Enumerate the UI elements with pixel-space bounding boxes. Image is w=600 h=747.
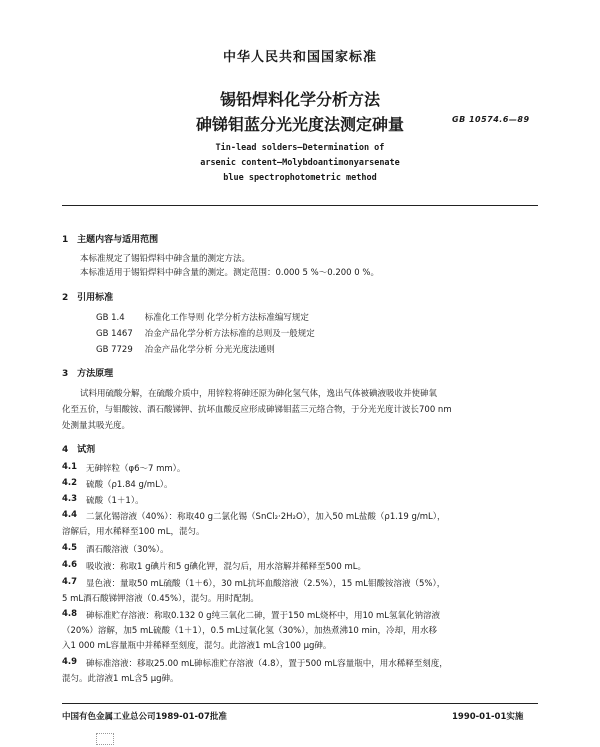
section-title: 试剂 xyxy=(77,445,96,455)
section-1-paragraph-1: 本标准规定了锡铅焊料中砷含量的测定方法。 xyxy=(80,254,251,264)
reagent-line-continued: 5 mL酒石酸锑钾溶液（0.45%），混匀。用时配制。 xyxy=(62,594,259,604)
reference-code: GB 1467 xyxy=(96,329,133,339)
title-line-2: 砷锑钼蓝分光光度法测定砷量 xyxy=(195,115,404,134)
section-number: 3 xyxy=(62,369,69,379)
item-number: 4.7 xyxy=(62,577,78,587)
top-divider xyxy=(62,205,538,206)
standard-number: GB 10574.6—89 xyxy=(452,115,530,124)
item-number: 4.2 xyxy=(62,478,78,488)
english-title-line-2: arsenic content—Molybdoantimonyarsenate xyxy=(200,158,400,168)
page-stamp-mark xyxy=(96,733,114,745)
reagent-line: 酒石酸溶液（30%）。 xyxy=(86,545,169,555)
reagent-line-continued: 混匀。此溶液1 mL含5 μg砷。 xyxy=(62,674,179,684)
reagent-line: 无砷锌粒（φ6～7 mm）。 xyxy=(86,464,186,474)
item-number: 4.8 xyxy=(62,609,78,619)
reference-item xyxy=(96,311,309,323)
reference-code: GB 7729 xyxy=(96,345,133,355)
reagent-line: 显色液：量取50 mL硫酸（1＋6），30 mL抗坏血酸溶液（2.5%），15 mL钼酸铵溶液（5%）， xyxy=(86,579,446,589)
approval-info: 中国有色金属工业总公司1989-01-07批准 xyxy=(62,712,227,722)
section-title: 方法原理 xyxy=(77,369,114,379)
section-title: 主题内容与适用范围 xyxy=(77,235,159,245)
reference-item xyxy=(96,327,315,339)
national-standard-heading: 中华人民共和国国家标准 xyxy=(222,50,377,65)
english-title-line-3: blue spectrophotometric method xyxy=(223,173,377,183)
item-number: 4.5 xyxy=(62,543,78,553)
section-3-line-1: 试料用硫酸分解，在硫酸介质中，用锌粒将砷还原为砷化氢气体，逸出气体被碘液吸收并使砷氧 xyxy=(80,389,438,399)
item-number: 4.6 xyxy=(62,560,78,570)
item-number: 4.9 xyxy=(62,657,78,667)
reagent-line: 二氯化锡溶液（40%）：称取40 g二氯化锡（SnCl₂·2H₂O），加入50 mL盐酸（ρ1.19 g/mL）， xyxy=(86,512,446,522)
reference-title: 冶金产品化学分析 分光光度法通则 xyxy=(144,345,275,355)
reagent-line: 硫酸（ρ1.84 g/mL）。 xyxy=(86,480,173,490)
reagent-line-continued: 溶解后，用水稀释至100 mL，混匀。 xyxy=(62,527,205,537)
section-1-paragraph-2: 本标准适用于锡铅焊料中砷含量的测定。测定范围：0.000 5 %～0.200 0 %。 xyxy=(80,268,379,278)
section-number: 1 xyxy=(62,235,69,245)
item-number: 4.3 xyxy=(62,494,78,504)
reference-title: 冶金产品化学分析方法标准的总则及一般规定 xyxy=(144,329,315,339)
reagent-line: 砷标准溶液：移取25.00 mL砷标准贮存溶液（4.8），置于500 mL容量瓶中，用水稀释至刻度， xyxy=(86,659,448,669)
implementation-date: 1990-01-01实施 xyxy=(452,712,524,722)
reagent-line: 吸收液：称取1 g碘片和5 g碘化钾，混匀后，用水溶解并稀释至500 mL。 xyxy=(86,562,366,572)
english-title-line-1: Tin-lead solders—Determination of xyxy=(215,143,385,153)
item-number: 4.1 xyxy=(62,462,78,472)
section-3-line-2: 化至五价，与钼酸铵、酒石酸锑钾、抗坏血酸反应形成砷锑钼蓝三元络合物，于分光光度计波长700 nm xyxy=(62,405,452,415)
section-4-heading xyxy=(62,442,95,455)
section-1-heading xyxy=(62,232,158,245)
reference-item xyxy=(96,343,275,355)
section-3-heading xyxy=(62,366,113,379)
section-3-line-3: 处测量其吸光度。 xyxy=(62,421,131,431)
reagent-line: 硫酸（1＋1）。 xyxy=(86,496,144,506)
section-2-heading xyxy=(62,290,113,303)
section-title: 引用标准 xyxy=(77,293,114,303)
reagent-line-continued: （20%）溶解，加5 mL硫酸（1＋1），0.5 mL过氧化氢（30%），加热煮沸10 min，冷却，用水移 xyxy=(62,626,438,636)
section-number: 2 xyxy=(62,293,69,303)
reagent-line-continued: 入1 000 mL容量瓶中并稀释至刻度，混匀。此溶液1 mL含100 μg砷。 xyxy=(62,641,332,651)
reference-code: GB 1.4 xyxy=(96,313,125,323)
reference-title: 标准化工作导则 化学分析方法标准编写规定 xyxy=(144,313,309,323)
reagent-line: 砷标准贮存溶液：称取0.132 0 g纯三氧化二砷，置于150 mL烧杯中，用10 mL氢氧化钠溶液 xyxy=(86,611,441,621)
item-number: 4.4 xyxy=(62,510,78,520)
bottom-divider xyxy=(62,703,538,704)
title-line-1: 锡铅焊料化学分析方法 xyxy=(219,90,380,109)
section-number: 4 xyxy=(62,445,69,455)
